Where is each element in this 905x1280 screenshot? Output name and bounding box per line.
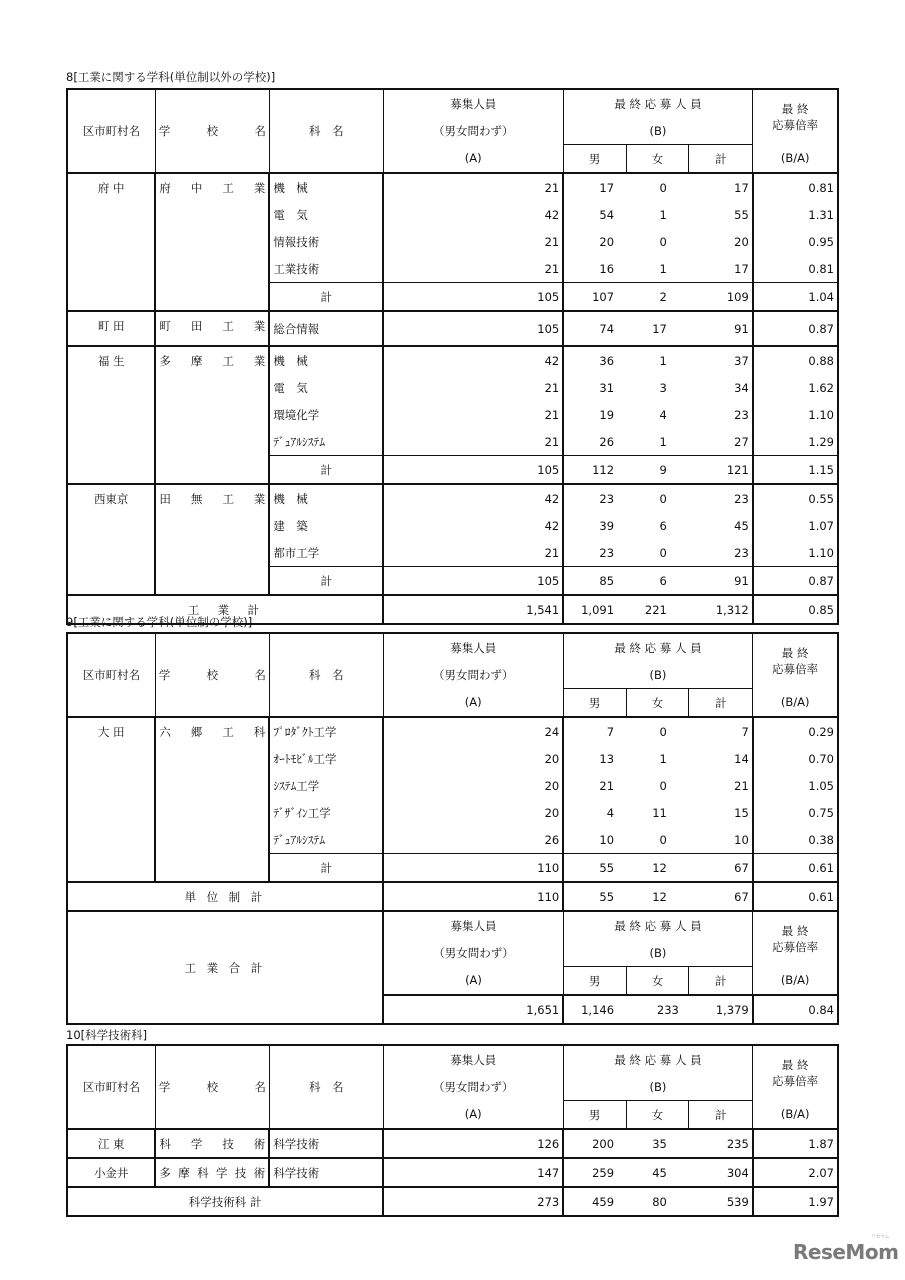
cell-quota: 105 (383, 567, 563, 596)
cell-female: 3 (659, 380, 667, 395)
cell-male: 26 (563, 428, 626, 456)
cell-ratio: 1.10 (753, 401, 838, 428)
cell-total: 27 (689, 428, 753, 456)
dept-name: ｵｰﾄﾓﾋﾞﾙ工学 (269, 745, 383, 772)
cell-total: 17 (689, 173, 753, 201)
school-name: 多 摩 科 学 技 術 (155, 1158, 269, 1187)
area-name: 江 東 (67, 1129, 155, 1158)
cell-male: 10 (563, 826, 626, 854)
section10-title: 10[科学技術科] (66, 1028, 148, 1042)
cell-ratio: 1.29 (753, 428, 838, 456)
cell-male: 23 (563, 484, 626, 512)
cell-ratio: 0.88 (753, 346, 838, 374)
cell-ratio: 0.81 (753, 255, 838, 283)
cell-total: 304 (689, 1158, 753, 1187)
cell-male: 7 (563, 717, 626, 745)
cell-female: 2 (626, 283, 689, 312)
cell-female: 9 (626, 456, 689, 485)
cell-female: 6 (659, 518, 667, 533)
dept-name: 電 気 (269, 201, 383, 228)
cell-ratio: 0.38 (753, 826, 838, 854)
cell-total: 67 (689, 882, 753, 911)
industry-total-label: 工 業 合 計 (67, 911, 383, 1024)
cell-female: 17 (626, 311, 689, 346)
cell-female: 0 (626, 717, 689, 745)
cell-quota: 21 (383, 428, 563, 456)
col-ratio-code: (B/A) (753, 689, 838, 718)
cell-quota: 21 (383, 228, 563, 255)
cell-total: 7 (689, 717, 753, 745)
cell-total: 1,312 (689, 595, 753, 624)
cell-quota: 21 (383, 374, 563, 401)
subtotal-label: 計 (269, 567, 383, 596)
cell-ratio: 0.87 (753, 311, 838, 346)
cell-female: 12 (626, 854, 689, 883)
cell-female: 0 (626, 484, 689, 512)
cell-male: 85 (563, 567, 626, 596)
cell-male: 107 (563, 283, 626, 312)
cell-total: 235 (689, 1129, 753, 1158)
dept-name: 電 気 (269, 374, 383, 401)
cell-total: 23 (689, 484, 753, 512)
col-total-header: 計 (689, 689, 753, 718)
col-total-header: 計 (689, 1101, 753, 1130)
school-name: 科 学 技 術 (155, 1129, 269, 1158)
col-applicants-header: 最 終 応 募 人 員 (563, 89, 753, 117)
dept-name: 総合情報 (269, 311, 383, 346)
cell-ratio: 0.70 (753, 745, 838, 772)
dept-name: 機 械 (269, 484, 383, 512)
cell-total: 14 (689, 745, 753, 772)
cell-male: 13 (563, 745, 626, 772)
cell-total: 91 (689, 567, 753, 596)
col-quota-code: (A) (383, 1101, 563, 1130)
col-applicants-sub: (B) (563, 661, 753, 689)
cell-quota: 42 (383, 346, 563, 374)
cell-ratio: 0.61 (753, 854, 838, 883)
col-quota-header: 募集人員 (383, 911, 563, 939)
section-total-label: 工 業 計 (67, 595, 383, 624)
cell-total: 109 (689, 283, 753, 312)
cell-quota: 110 (383, 882, 563, 911)
cell-male: 17 (563, 173, 626, 201)
section8-table (66, 88, 839, 625)
cell-ratio: 0.95 (753, 228, 838, 255)
cell-quota: 105 (383, 283, 563, 312)
resemom-logo: ReseMom リセマム (793, 1234, 899, 1264)
cell-male: 1,146 (563, 995, 626, 1024)
col-applicants-sub: (B) (563, 1073, 753, 1101)
col-school-header: 学 校 名 (155, 89, 269, 173)
col-ratio-code: (B/A) (753, 967, 838, 996)
section9-table (66, 632, 839, 912)
cell-ratio: 0.84 (753, 995, 838, 1024)
cell-male: 4 (563, 799, 626, 826)
cell-total: 20 (689, 228, 753, 255)
col-dept-header: 科 名 (269, 89, 383, 173)
col-applicants-sub: (B) (563, 939, 753, 967)
cell-female: 1 (659, 207, 667, 222)
cell-ratio: 0.81 (753, 173, 838, 201)
dept-name: 都市工学 (269, 539, 383, 567)
table-row (67, 1158, 838, 1187)
col-dept-header: 科 名 (269, 633, 383, 717)
col-quota-sub: （男女問わず） (383, 661, 563, 689)
industry-total-table (66, 910, 839, 1025)
cell-quota: 20 (383, 745, 563, 772)
col-ratio-code: (B/A) (753, 145, 838, 174)
cell-ratio: 1.04 (753, 283, 838, 312)
cell-male: 36 (563, 346, 626, 374)
cell-total: 539 (689, 1187, 753, 1216)
col-male-header: 男 (563, 1101, 626, 1130)
cell-female: 4 (659, 407, 667, 422)
cell-ratio: 1.87 (753, 1129, 838, 1158)
dept-name: ﾌﾟﾛﾀﾞｸﾄ工学 (269, 717, 383, 745)
dept-name: 情報技術 (269, 228, 383, 255)
col-female-header: 女 (626, 145, 689, 174)
cell-ratio: 1.10 (753, 539, 838, 567)
dept-name: 科学技術 (269, 1158, 383, 1187)
cell-quota: 42 (383, 484, 563, 512)
col-applicants-header: 最 終 応 募 人 員 (563, 1045, 753, 1073)
cell-quota: 24 (383, 717, 563, 745)
cell-male: 1,091 (563, 595, 626, 624)
cell-total: 55 (689, 201, 753, 228)
cell-ratio: 1.05 (753, 772, 838, 799)
col-area-header: 区市町村名 (67, 1045, 155, 1129)
dept-name: 科学技術 (269, 1129, 383, 1158)
dept-name: ﾃﾞｻﾞｲﾝ工学 (269, 799, 383, 826)
cell-female: 0 (659, 234, 667, 249)
school-name: 多 摩 工 業 (155, 346, 269, 484)
section10-body (67, 1129, 838, 1216)
cell-total: 10 (689, 826, 753, 854)
col-area-header: 区市町村名 (67, 633, 155, 717)
dept-name: ﾃﾞｭｱﾙｼｽﾃﾑ (269, 826, 383, 854)
dept-name: 機 械 (269, 173, 383, 201)
section9-body (67, 717, 838, 911)
section10-table (66, 1044, 839, 1217)
cell-quota: 21 (383, 401, 563, 428)
cell-male: 16 (563, 255, 626, 283)
cell-female: 221 (626, 595, 689, 624)
area-name: 町 田 (67, 311, 155, 346)
cell-ratio: 0.55 (753, 484, 838, 512)
table-row (67, 484, 838, 512)
col-quota-header: 募集人員 (383, 633, 563, 661)
col-ratio-header: 最 終 応募倍率 (753, 911, 838, 967)
cell-male: 200 (563, 1129, 626, 1158)
cell-male: 20 (563, 228, 626, 255)
school-name: 町 田 工 業 (155, 311, 269, 346)
cell-male: 112 (563, 456, 626, 485)
col-female-header: 女 (626, 967, 689, 996)
section9-title: 9[工業に関する学科(単位制の学校)] (66, 615, 253, 629)
cell-male: 31 (563, 374, 626, 401)
subtotal-label: 計 (269, 854, 383, 883)
cell-quota: 21 (383, 539, 563, 567)
col-quota-sub: （男女問わず） (383, 117, 563, 145)
cell-female: 80 (626, 1187, 689, 1216)
section-total-label: 単 位 制 計 (67, 882, 383, 911)
section9-header (67, 633, 838, 717)
cell-quota: 26 (383, 826, 563, 854)
col-female-header: 女 (626, 689, 689, 718)
dept-name: 工業技術 (269, 255, 383, 283)
col-applicants-header: 最 終 応 募 人 員 (563, 911, 753, 939)
cell-ratio: 0.61 (753, 882, 838, 911)
cell-ratio: 0.75 (753, 799, 838, 826)
col-ratio-header: 最 終 応募倍率 (753, 89, 838, 145)
cell-female: 45 (626, 1158, 689, 1187)
cell-male: 23 (563, 539, 626, 567)
cell-quota: 1,541 (383, 595, 563, 624)
dept-name: 建 築 (269, 512, 383, 539)
cell-total: 1,379 (689, 995, 753, 1024)
dept-name: ﾃﾞｭｱﾙｼｽﾃﾑ (269, 428, 383, 456)
school-name: 府 中 工 業 (155, 173, 269, 311)
cell-quota: 105 (383, 311, 563, 346)
cell-ratio: 2.07 (753, 1158, 838, 1187)
cell-ratio: 0.29 (753, 717, 838, 745)
col-quota-code: (A) (383, 967, 563, 996)
cell-total: 23 (689, 401, 753, 428)
cell-total: 67 (689, 854, 753, 883)
cell-ratio: 1.31 (753, 201, 838, 228)
cell-quota: 110 (383, 854, 563, 883)
cell-male: 459 (563, 1187, 626, 1216)
col-female-header: 女 (626, 1101, 689, 1130)
cell-female: 233 (626, 995, 689, 1024)
cell-ratio: 1.15 (753, 456, 838, 485)
section8-body (67, 173, 838, 624)
col-school-header: 学 校 名 (155, 633, 269, 717)
col-male-header: 男 (563, 145, 626, 174)
table-row (67, 311, 838, 346)
cell-quota: 1,651 (383, 995, 563, 1024)
cell-ratio: 0.87 (753, 567, 838, 596)
cell-total: 37 (689, 346, 753, 374)
table-row (67, 346, 838, 374)
cell-quota: 21 (383, 173, 563, 201)
cell-total: 121 (689, 456, 753, 485)
cell-quota: 105 (383, 456, 563, 485)
subtotal-label: 計 (269, 283, 383, 312)
col-quota-code: (A) (383, 689, 563, 718)
table-row (67, 173, 838, 201)
cell-total: 17 (689, 255, 753, 283)
dept-name: 機 械 (269, 346, 383, 374)
subtotal-label: 計 (269, 456, 383, 485)
cell-male: 259 (563, 1158, 626, 1187)
table-row (67, 717, 838, 745)
col-area-header: 区市町村名 (67, 89, 155, 173)
col-quota-header: 募集人員 (383, 1045, 563, 1073)
cell-female: 1 (626, 346, 689, 374)
cell-total: 91 (689, 311, 753, 346)
cell-ratio: 1.97 (753, 1187, 838, 1216)
cell-female: 1 (659, 751, 667, 766)
col-male-header: 男 (563, 967, 626, 996)
col-ratio-header: 最 終 応募倍率 (753, 633, 838, 689)
cell-male: 74 (563, 311, 626, 346)
section-total-row (67, 1187, 838, 1216)
area-name: 西東京 (67, 484, 155, 595)
cell-female: 6 (626, 567, 689, 596)
cell-male: 55 (563, 854, 626, 883)
school-name: 田 無 工 業 (155, 484, 269, 595)
cell-ratio: 1.07 (753, 512, 838, 539)
col-quota-sub: （男女問わず） (383, 939, 563, 967)
cell-female: 0 (626, 173, 689, 201)
area-name: 小金井 (67, 1158, 155, 1187)
col-applicants-sub: (B) (563, 117, 753, 145)
cell-quota: 20 (383, 772, 563, 799)
cell-total: 21 (689, 772, 753, 799)
cell-female: 35 (626, 1129, 689, 1158)
cell-total: 23 (689, 539, 753, 567)
col-quota-sub: （男女問わず） (383, 1073, 563, 1101)
col-ratio-code: (B/A) (753, 1101, 838, 1130)
table-row (67, 1129, 838, 1158)
cell-quota: 126 (383, 1129, 563, 1158)
cell-ratio: 0.85 (753, 595, 838, 624)
dept-name: 環境化学 (269, 401, 383, 428)
cell-male: 39 (563, 512, 626, 539)
section-total-row (67, 882, 838, 911)
col-total-header: 計 (689, 967, 753, 996)
cell-female: 12 (626, 882, 689, 911)
cell-quota: 42 (383, 512, 563, 539)
cell-ratio: 1.62 (753, 374, 838, 401)
section-total-label: 科学技術科 計 (67, 1187, 383, 1216)
col-quota-code: (A) (383, 145, 563, 174)
section8-header (67, 89, 838, 173)
section8-title: 8[工業に関する学科(単位制以外の学校)] (66, 70, 276, 84)
cell-quota: 20 (383, 799, 563, 826)
cell-total: 34 (689, 374, 753, 401)
cell-quota: 273 (383, 1187, 563, 1216)
dept-name: ｼｽﾃﾑ工学 (269, 772, 383, 799)
cell-female: 0 (626, 539, 689, 567)
cell-quota: 21 (383, 255, 563, 283)
col-total-header: 計 (689, 145, 753, 174)
col-male-header: 男 (563, 689, 626, 718)
cell-total: 45 (689, 512, 753, 539)
cell-female: 1 (626, 428, 689, 456)
col-quota-header: 募集人員 (383, 89, 563, 117)
cell-total: 15 (689, 799, 753, 826)
area-name: 福 生 (67, 346, 155, 484)
cell-female: 11 (652, 805, 667, 820)
cell-quota: 147 (383, 1158, 563, 1187)
col-school-header: 学 校 名 (155, 1045, 269, 1129)
area-name: 府 中 (67, 173, 155, 311)
col-ratio-header: 最 終 応募倍率 (753, 1045, 838, 1101)
col-dept-header: 科 名 (269, 1045, 383, 1129)
cell-female: 0 (626, 826, 689, 854)
cell-male: 19 (563, 401, 626, 428)
cell-male: 21 (563, 772, 626, 799)
area-name: 大 田 (67, 717, 155, 882)
cell-male: 55 (563, 882, 626, 911)
cell-female: 1 (626, 255, 689, 283)
col-applicants-header: 最 終 応 募 人 員 (563, 633, 753, 661)
cell-female: 0 (659, 778, 667, 793)
cell-quota: 42 (383, 201, 563, 228)
school-name: 六 郷 工 科 (155, 717, 269, 882)
cell-male: 54 (563, 201, 626, 228)
section10-header (67, 1045, 838, 1129)
